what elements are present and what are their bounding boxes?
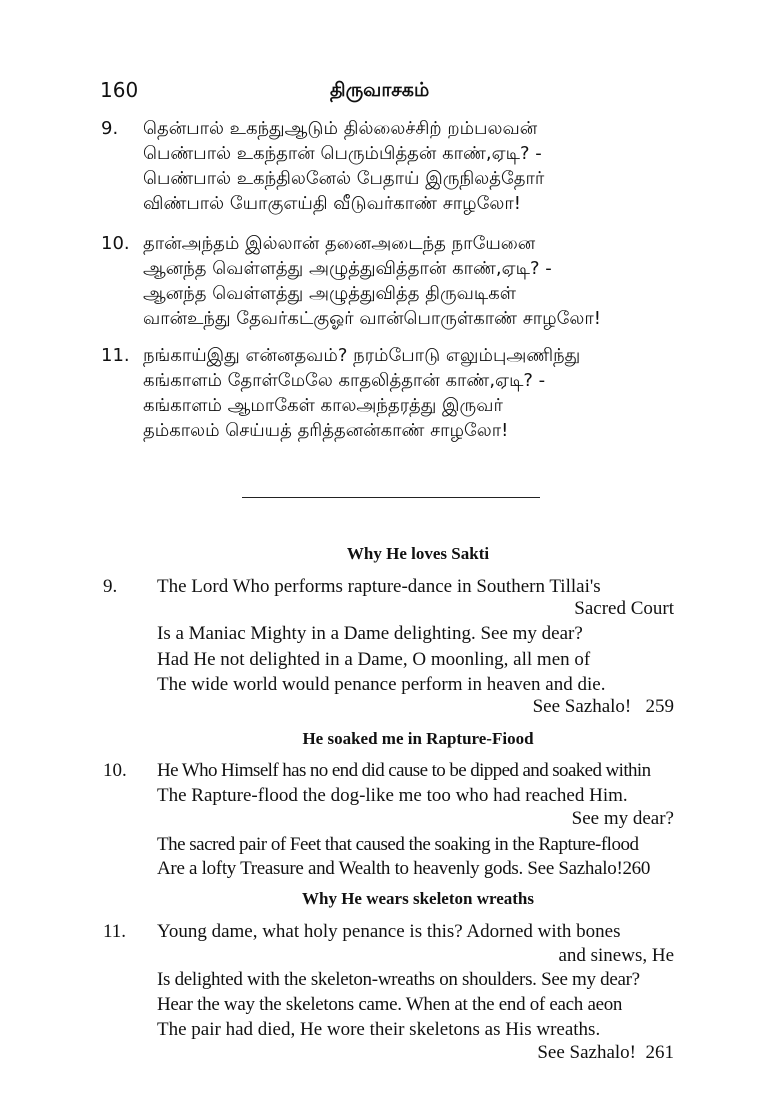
tamil-line: கங்காளம் தோள்மேலே காதலித்தான் காண்,ஏடி? - (143, 370, 546, 391)
english-line: The wide world would penance perform in heaven and die. (157, 674, 606, 695)
english-line: Are a lofty Treasure and Wealth to heavenly gods. See Sazhalo!260 (157, 858, 651, 879)
tamil-line: நங்காய்இது என்னதவம்? நரம்போடு எலும்புஅணிந்து (143, 345, 581, 366)
english-line: The sacred pair of Feet that caused the soaking in the Rapture-flood (157, 834, 639, 855)
tamil-line: கங்காளம் ஆமாகேள் காலஅந்தரத்து இருவர் (143, 395, 503, 416)
verse-number: 9. (101, 118, 119, 139)
tamil-line: தென்பால் உகந்துஆடும் தில்லைச்சிற் றம்பலவன் (143, 118, 538, 139)
english-line: The Rapture-flood the dog-like me too who had reached Him. (157, 785, 628, 806)
tamil-line: ஆனந்த வெள்ளத்து அழுத்துவித்தான் காண்,ஏடி? - (143, 258, 552, 279)
english-line: Is delighted with the skeleton-wreaths on shoulders. See my dear? (157, 969, 640, 990)
english-line: Is a Maniac Mighty in a Dame delighting. See my dear? (157, 623, 583, 644)
tamil-line: ஆனந்த வெள்ளத்து அழுத்துவித்த திருவடிகள் (143, 283, 516, 304)
tamil-line: பெண்பால் உகந்திலனேல் பேதாய் இருநிலத்தோர் (143, 168, 545, 189)
english-line: Young dame, what holy penance is this? Adorned with bones (157, 921, 621, 942)
verse-number: 11. (103, 921, 127, 942)
tamil-line: தம்காலம் செய்யத் தரித்தனன்காண் சாழலோ! (143, 420, 509, 441)
verse-reference: See Sazhalo! 261 (537, 1042, 674, 1063)
english-line: See my dear? (571, 808, 674, 829)
tamil-line: பெண்பால் உகந்தான் பெரும்பித்தன் காண்,ஏடி? - (143, 143, 542, 164)
verse-number: 9. (103, 576, 118, 597)
english-line: Sacred Court (574, 598, 674, 619)
verse-number: 10. (101, 233, 130, 254)
verse-number: 10. (103, 760, 127, 781)
english-line: He Who Himself has no end did cause to be dipped and soaked within (157, 760, 651, 781)
english-line: Had He not delighted in a Dame, O moonling, all men of (157, 649, 591, 670)
verse-number: 11. (101, 345, 130, 366)
section-heading: Why He wears skeleton wreaths (302, 889, 534, 908)
section-divider (242, 497, 540, 498)
page-number: 160 (100, 78, 139, 102)
tamil-line: விண்பால் யோகுஎய்தி வீடுவர்காண் சாழலோ! (143, 193, 521, 214)
section-heading: He soaked me in Rapture-Fiood (302, 729, 534, 748)
english-line: and sinews, He (558, 945, 674, 966)
tamil-line: வான்உந்து தேவர்கட்குஓர் வான்பொருள்காண் சாழலோ! (143, 308, 601, 329)
section-heading: Why He loves Sakti (346, 544, 490, 563)
page-title: திருவாசகம் (330, 79, 430, 101)
tamil-line: தான்அந்தம் இல்லான் தனைஅடைந்த நாயேனை (143, 233, 536, 254)
english-line: The pair had died, He wore their skeletons as His wreaths. (157, 1019, 601, 1040)
english-line: Hear the way the skeletons came. When at the end of each aeon (157, 994, 623, 1015)
english-line: The Lord Who performs rapture-dance in Southern Tillai's (157, 576, 601, 597)
verse-reference: See Sazhalo! 259 (532, 696, 674, 717)
